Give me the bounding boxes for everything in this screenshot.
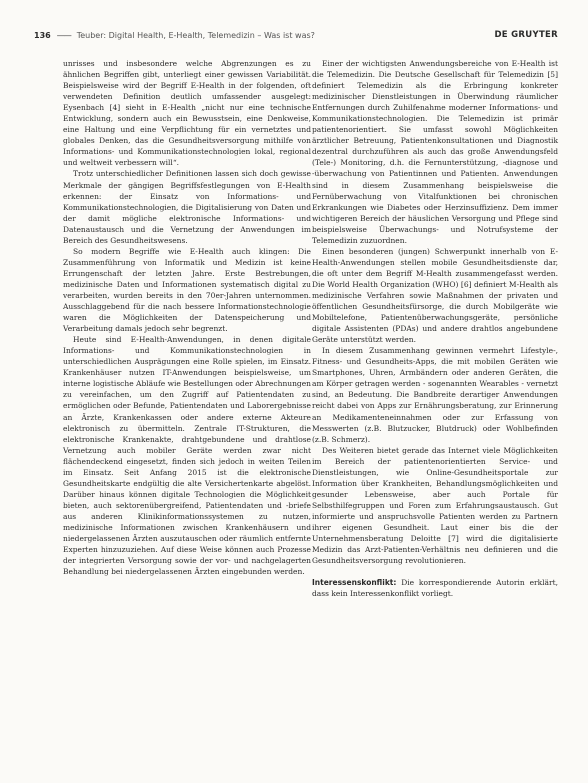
coi-text: Die korrespondierende Autorin erklärt, dass kein Interessenkonflikt vorliegt. [312,578,558,599]
paragraph: Des Weiteren bietet gerade das Internet viele Möglichkeiten im Bereich der patientenorientierten Service- und Dienstleistungen, wie Online-Gesundheitsportale zur Information über Krankheiten, Behandlungsmöglichkeiten und gesunder Lebensweise, aber auch Portale für Selbsthilfegruppen und Foren zum Erfahrungsaustausch. Gut informierte und anspruchsvolle Patienten werden zu Partnern ihrer eigenen Gesundheit. Laut einer bis die der Unternehmensberatung Deloitte [7] wird die digitalisierte Medizin das Arzt-Patienten-Verhältnis neu definieren und die Gesundheitsversorgung revolutionieren. [312,445,558,566]
page-number: 136 [34,30,51,40]
running-title: Teuber: Digital Health, E-Health, Telemedizin – Was ist was? [76,30,315,40]
header-dash: —— [56,30,71,40]
running-header [34,29,558,41]
right-column [312,58,558,599]
publisher-logo: DE GRUYTER [494,30,558,40]
paragraph: Einer der wichtigsten Anwendungsbereiche von E-Health ist die Telemedizin. Die Deutsche Gesellschaft für Telemedizin [5] definiert Telemedizin als die Erbringung konkreter medizinischer Dienstleistungen in Überwindung räumlicher Entfernungen durch Zuhilfenahme moderner Informations- und Kommunikationstechnologien. Die Telemedizin ist primär patientenorientiert. Sie umfasst sowohl Möglichkeiten ärztlicher Betreuung, Patientenkonsultationen und Diagnostik dezentral durchzuführen als auch das große Anwendungsfeld (Tele-) Monitoring, d.h. die Fernunterstützung, -diagnose und -überwachung von Patientinnen und Patienten. Anwendungen sind in diesem Zusammenhang beispielsweise die Fernüberwachung von Vitalfunktionen bei chronischen Erkrankungen wie Diabetes oder Herzinsuffizienz. Dem immer wichtigeren Bereich der häuslichen Versorgung und Pflege sind beispielsweise Überwachungs- und Notrufsysteme der Telemedizin zuzuordnen. [312,59,558,245]
paragraph: unrisses und insbesondere welche Abgrenzungen es zu ähnlichen Begriffen gibt, unterliegt einer gewissen Variabilität. Beispielsweise wird der Begriff E-Health in der folgenden, oft verwendeten Definition deutlich umfassender ausgelegt: Eysenbach [4] sieht in E-Health „nicht nur eine technische Entwicklung, sondern auch ein Bewusstsein, eine Denkweise, eine Haltung und eine Verpflichtung für ein vernetztes und globales Denken, das die Gesundheitsversorgung mithilfe von Informations- und Kommunikationstechnologien lokal, regional und weltweit verbessern will“. [63,59,311,168]
paragraph: Einen besonderen (jungen) Schwerpunkt innerhalb von E-Health-Anwendungen stellen mobile Gesundheitsdienste dar, die oft unter dem Begriff M-Health zusammengefasst werden. Die World Health Organization (WHO) [6] definiert M-Health als medizinische Verfahren sowie Maßnahmen der privaten und öffentlichen Gesundheitsfürsorge, die durch Mobilgeräte wie Mobiltelefone, Patientenüberwachungsgeräte, persönliche digitale Assistenten (PDAs) und andere drahtlos angebundene Geräte unterstützt werden. [312,246,558,345]
coi-label: Interessenskonflikt: [312,578,397,588]
paragraph: So modern Begriffe wie E-Health auch klingen: Die Zusammenführung von Informatik und Medizin ist keine Errungenschaft der letzten Jahre. Erste Bestrebungen, medizinische Daten und Informationen systematisch digital zu verarbeiten, wurden bereits in den 70er-Jahren unternommen. Ausschlaggebend für die nach bessere Informationstechnologie waren die Möglichkeiten der Datenspeicherung und Verarbeitung damals jedoch sehr begrenzt. [63,246,311,334]
paragraph: In diesem Zusammenhang gewinnen vermehrt Lifestyle-, Fitness- und Gesundheits-Apps, die mit mobilen Geräten wie Smartphones, Uhren, Armbändern oder anderen Geräten, die am Körper getragen werden - sogenannten Wearables - vernetzt sind, an Bedeutung. Die Bandbreite derartiger Anwendungen reicht dabei von Apps zur Ernährungsberatung, zur Erinnerung an Medikamenteneinnahmen oder zur Erfassung von Messwerten (z.B. Blutzucker, Blutdruck) oder Wohlbefinden (z.B. Schmerz). [312,346,558,444]
conflict-of-interest [312,577,558,599]
paragraph: Heute sind E-Health-Anwendungen, in denen digitale Informations- und Kommunikationstechnologien in unterschiedlichen Ausprägungen eine Rolle spielen, im Einsatz. Krankenhäuser nutzen IT-Anwendungen beispielsweise, um interne logistische Abläufe wie Bestellungen oder Abrechnungen zu vereinfachen, um den Zugriff auf Patientendaten zu ermöglichen oder Befunde, Patientendaten und Laborergebnisse an Ärzte, Krankenkassen oder andere externe Akteure elektronisch zu übermitteln. Zentrale IT-Strukturen, die elektronische Krankenakte, drahtgebundene und drahtlose Vernetzung auch mobiler Geräte werden zwar nicht flächendeckend eingesetzt, finden sich jedoch in weiten Teilen im Einsatz. Seit Anfang 2015 ist die elektronische Gesundheitskarte endgültig die alte Versichertenkarte abgelöst. Darüber hinaus können digitale Technologien die Möglichkeit bieten, auch sektorenübergreifend, Patientendaten und -briefe aus anderen Klinikinformationssystemen zu nutzen, medizinische Informationen zwischen Krankenhäusern und niedergelassenen Ärzten auszutauschen oder räumlich entfernte Experten hinzuzuziehen. Auf diese Weise können auch Prozesse der integrierten Versorgung sowie der vor- und nachgelagerten Behandlung bei niedergelassenen Ärzten eingebunden werden. [63,335,311,577]
left-column [63,58,311,577]
paragraph: Trotz unterschiedlicher Definitionen lassen sich doch gewisse Merkmale der gängigen Begriffsfestlegungen von E-Health erkennen: der Einsatz von Informations- und Kommunikationstechnologien, die Digitalisierung von Daten und der damit mögliche elektronische Informations- und Datenaustausch und die Vernetzung der Anwendungen im Bereich des Gesundheitswesens. [63,169,311,245]
